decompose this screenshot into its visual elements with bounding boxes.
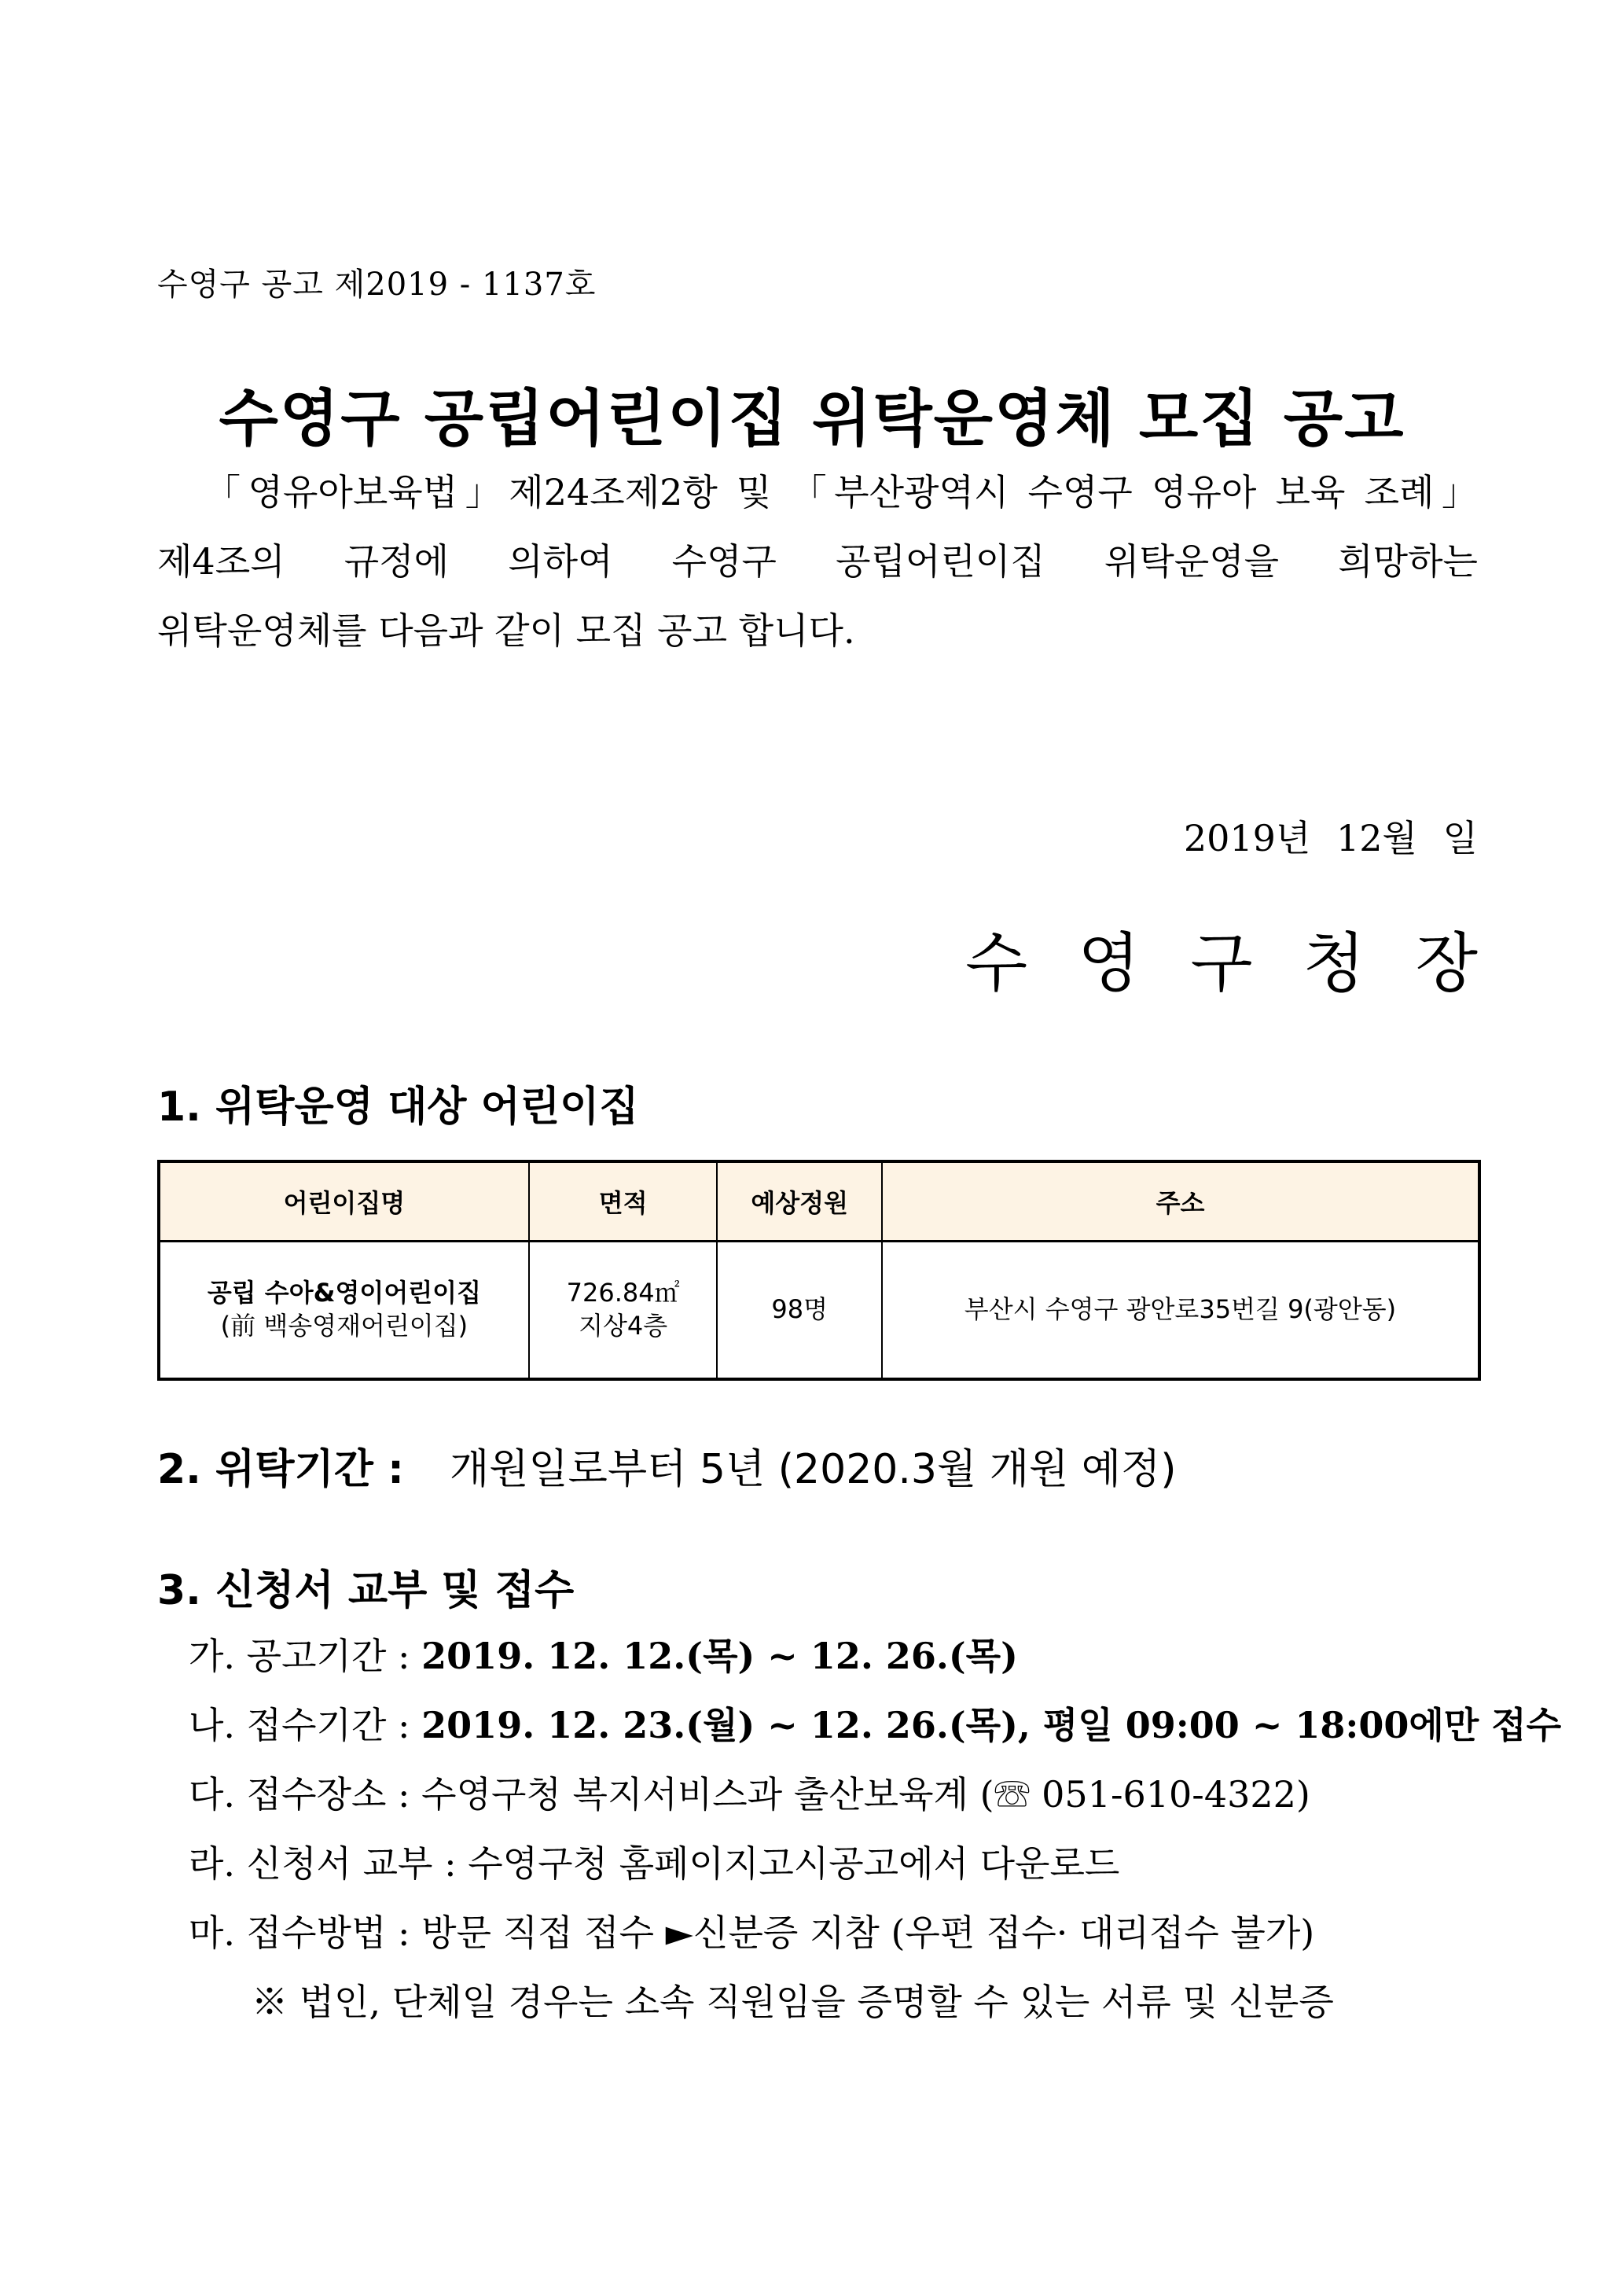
intro-line-2: 제4조의 규정에 의하여 수영구 공립어린이집 위탁운영을 희망하는 bbox=[157, 540, 1478, 583]
applicant-note: ※ 법인, 단체일 경우는 소속 직원임을 증명할 수 있는 서류 및 신분증 bbox=[252, 1981, 1334, 2023]
facility-floors: 지상4층 bbox=[579, 1311, 668, 1341]
list-item bbox=[189, 1628, 1018, 1680]
notice-date: 2019년 12월 일 bbox=[1183, 817, 1478, 859]
contract-period: 개원일로부터 5년 (2020.3월 개원 예정) bbox=[449, 1446, 1177, 1493]
facility-table bbox=[157, 1160, 1481, 1381]
item-value: 방문 직접 접수 ►신분증 지참 (우편 접수· 대리접수 불가) bbox=[421, 1911, 1315, 1954]
header-capacity: 예상정원 bbox=[717, 1161, 882, 1242]
header-address: 주소 bbox=[882, 1161, 1479, 1242]
section-3-heading: 3. 신청서 교부 및 접수 bbox=[157, 1567, 575, 1614]
item-label: 가. 공고기간 : bbox=[189, 1635, 410, 1677]
issuer-name: 수영구청장 bbox=[964, 926, 1528, 1001]
item-label: 나. 접수기간 : bbox=[189, 1704, 410, 1746]
list-item bbox=[189, 1697, 1561, 1749]
intro-line-1: 「영유아보육법」제24조제2항 및 「부산광역시 수영구 영유아 보육 조례」 bbox=[204, 471, 1478, 513]
item-label: 다. 접수장소 : bbox=[189, 1773, 410, 1816]
item-value: 2019. 12. 23.(월) ~ 12. 26.(목), 평일 09:00 ~ 18:00에만 접수 bbox=[421, 1704, 1562, 1746]
section-2-label: 2. 위탁기간 : bbox=[157, 1446, 404, 1493]
facility-name: 공립 수아&영이어린이집 bbox=[207, 1278, 481, 1308]
item-value: 수영구청 홈페이지고시공고에서 다운로드 bbox=[468, 1842, 1120, 1885]
notice-number: 수영구 공고 제2019 - 1137호 bbox=[157, 267, 597, 303]
item-label: 마. 접수방법 : bbox=[189, 1911, 410, 1954]
facility-former-name: (前 백송영재어린이집) bbox=[220, 1311, 468, 1341]
cell-facility-name bbox=[159, 1242, 529, 1380]
cell-area bbox=[529, 1242, 718, 1380]
facility-area: 726.84㎡ bbox=[566, 1278, 680, 1308]
section-1-heading: 1. 위탁운영 대상 어린이집 bbox=[157, 1084, 639, 1131]
cell-capacity: 98명 bbox=[717, 1242, 882, 1380]
table-row bbox=[159, 1242, 1479, 1380]
item-value: 수영구청 복지서비스과 출산보육계 (☏ 051-610-4322) bbox=[421, 1773, 1310, 1816]
list-item bbox=[189, 1904, 1314, 1956]
document-title: 수영구 공립어린이집 위탁운영체 모집 공고 bbox=[219, 384, 1405, 454]
section-2-heading bbox=[157, 1436, 1177, 1495]
cell-address: 부산시 수영구 광안로35번길 9(광안동) bbox=[882, 1242, 1479, 1380]
item-label: 라. 신청서 교부 : bbox=[189, 1842, 457, 1885]
list-item bbox=[189, 1835, 1119, 1887]
item-value: 2019. 12. 12.(목) ~ 12. 26.(목) bbox=[421, 1635, 1018, 1677]
intro-line-3: 위탁운영체를 다음과 같이 모집 공고 합니다. bbox=[157, 609, 855, 652]
table-header-row bbox=[159, 1161, 1479, 1242]
list-item bbox=[189, 1766, 1310, 1818]
header-facility-name: 어린이집명 bbox=[159, 1161, 529, 1242]
header-area: 면적 bbox=[529, 1161, 718, 1242]
